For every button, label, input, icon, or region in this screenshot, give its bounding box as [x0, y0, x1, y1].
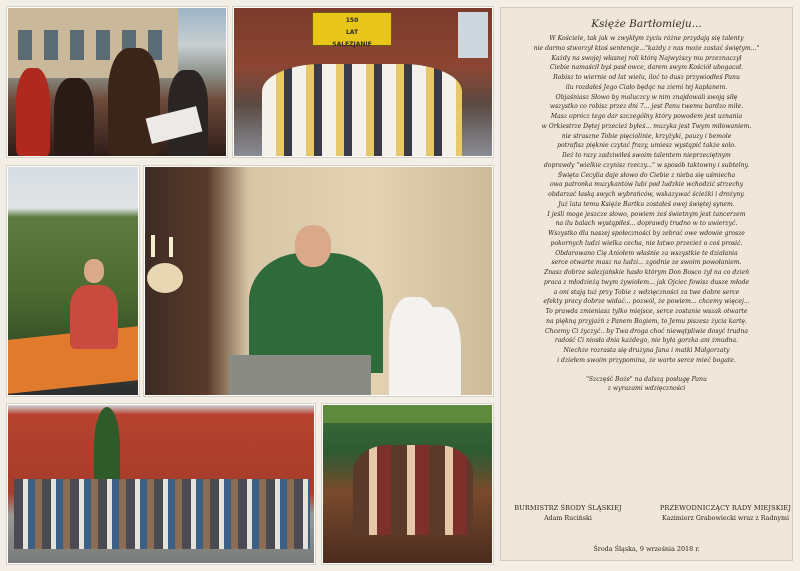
- person-head: [84, 259, 104, 283]
- altar-candle: [169, 237, 173, 257]
- band-member: [54, 78, 94, 156]
- letter-line: pokornych ludzi wielka cecha, nie łatwo przecież o coś prosić.: [550, 239, 743, 247]
- signature-council-chair: [659, 504, 792, 522]
- letter-title: Księże Bartłomieju...: [591, 18, 702, 30]
- altar-candle: [151, 235, 155, 257]
- photo-group: [7, 404, 315, 564]
- letter-line: "Szczęść Boże" na dalszą posługę Panu: [586, 375, 707, 383]
- letter-line: owa patronka muzykantów lubi pod ludzkie wchodzić strzechy: [549, 181, 744, 189]
- letter-panel: [500, 7, 793, 561]
- letter-body: [509, 34, 784, 366]
- crowd: [14, 479, 310, 549]
- letter-line: doprawdy "wielkie czynisz rzeczy..." w sposób taktowny i subtelny.: [543, 161, 750, 169]
- banner-line: SALEZJANIE: [332, 41, 372, 48]
- letter-line: potrafisz pięknie czytać frazy, umiesz wystąpić także solo.: [557, 142, 736, 150]
- letter-closing: [507, 375, 786, 394]
- person-group: [353, 445, 473, 535]
- banner-line: LAT: [345, 29, 359, 36]
- letter-line: na ilu balach wystąpiłeś... doprawdy trudno w to uwierzyć.: [555, 220, 738, 228]
- letter-line: efekty pracy dobrze widać... pozwól, że powiem... chcemy więcej...: [543, 298, 750, 306]
- children-group: [262, 64, 462, 156]
- letter-line: praca z młodzieżą twym żywiołem... jak Ojciec fowisz dusze młode: [543, 278, 750, 286]
- letter-line: Robisz to wiernie od lat wielu, iloć to dusz przywiodłeś Panu: [553, 74, 740, 81]
- altar-server: [411, 307, 461, 396]
- letter-line: radość Ci niosła dnia każdego, nie była gorzka ani żmudna.: [554, 337, 739, 345]
- photo-outdoor-feast: [322, 404, 493, 564]
- place-and-date: Środa Śląska, 9 września 2018 r.: [593, 545, 700, 553]
- letter-line: Każdy na swojej własnej roli którą Najwyższy mu przeznaczył: [551, 54, 742, 62]
- letter-line: w Orkiestrze Dętej przecież byłeś... muzyka jest Twym miłowaniem.: [541, 122, 752, 130]
- letter-line: W Kościele, tak jak w zwykłym życiu różne przydają się talenty: [549, 35, 744, 42]
- life-vest-person: [70, 285, 118, 349]
- signature-role: PRZEWODNICZĄCY RADY MIEJSKIEJ: [659, 504, 792, 512]
- letter-line: Wszystko dla naszej społeczności by zebrać owe wdowie grosze: [548, 230, 745, 237]
- letter-line: wszystko co robisz przez dni 7... jest Panu twemu bardzo miłe.: [549, 103, 744, 111]
- photo-brass-band: [7, 7, 227, 157]
- signature-role: BURMISTRZ ŚRODY ŚLĄSKIEJ: [514, 504, 622, 512]
- signature-name: Kazimierz Grabowiecki wraz z Radnymi: [662, 515, 789, 522]
- band-member: [16, 68, 50, 156]
- jubilee-banner: [312, 12, 392, 46]
- letter-line: nie darmo stworzył ktoś sentencje..."każdy z nas może zostać świętym...": [533, 44, 760, 52]
- photo-priest-at-altar: [144, 166, 493, 396]
- letter-line: na piękną przyjaźń z Panem Bogiem, to Jemu piszesz życia kartę.: [546, 317, 747, 325]
- photo-man-in-boat: [7, 166, 139, 396]
- letter-line: Niechże rozrasta się drużyna Jana i matki Małgorzaty: [563, 347, 730, 354]
- letter-line: Ileż to razy zadziwiłeś swoim talentem nieprzeciętnym: [562, 152, 731, 159]
- letter-line: I jeśli moge jeszcze słowo, powiem żeś świetnym jest tancerzem: [547, 210, 746, 218]
- letter-line: Już lata temu Księże Bartku zostałeś owej świętej synem.: [558, 200, 735, 208]
- letter-line: Objaśniasz Słowo by maluczcy w nim znajdowali swoją siłę: [555, 93, 738, 101]
- photo-children-with-banner: [233, 7, 493, 157]
- letter-line: Chcemy Ci życzyć.. by Twa droga choć niewątpliwie dosyć trudna: [545, 327, 748, 335]
- altar-ambo: [229, 355, 371, 395]
- letter-line: Obdarowano Cię Aniołem właśnie za wszystkie te działania: [555, 249, 738, 257]
- tent-roof: [323, 405, 492, 423]
- letter-line: Znasz dobrze salezjańskie hasło którym Don Bosco żył na co dzień: [543, 269, 749, 276]
- signature-name: Adam Ruciński: [544, 515, 592, 522]
- flowers: [147, 263, 183, 293]
- priest-head: [295, 225, 331, 267]
- letter-line: a oni stają tuż przy Tobie z wdzięczności za twe dobre serce: [553, 288, 740, 296]
- letter-line: Święta Cecylia daje słowo do Ciebie z nieba się uśmiecha: [557, 171, 736, 179]
- letter-line: obdarzać łaską swych wybrańców, wskazywać ścieżki i drożyny.: [548, 191, 745, 198]
- letter-line: Masz oprócz tego dar szczególny który powodem jest uznania: [550, 113, 743, 120]
- letter-line: To prawda zmieniasz tylko miejsce, serce zostanie wszak otwarte: [545, 308, 748, 315]
- signature-mayor: [509, 504, 627, 522]
- letter-line: i dziełem swoim przypomina, że warto serce mieć bogate.: [557, 356, 736, 364]
- letter-line: Ciebie namaścił byś pasł owce, darem swym Kościół ubogacał.: [549, 64, 744, 72]
- letter-line: z wyrazami wdzięczności: [607, 385, 686, 392]
- letter-line: ilu rozdałeś Jego Ciało będąc na ziemi tej kapłanem.: [565, 83, 728, 91]
- letter-line: serce otwarte masz na ludzi... zgodnie ze swoim powołaniem.: [551, 259, 742, 267]
- letter-line: nie straszne Tobie pięciolinie, krzyżyki, pauzy i bemole: [561, 132, 732, 140]
- tree: [94, 407, 120, 487]
- banner-line: 150: [345, 17, 359, 24]
- church-window: [458, 12, 488, 58]
